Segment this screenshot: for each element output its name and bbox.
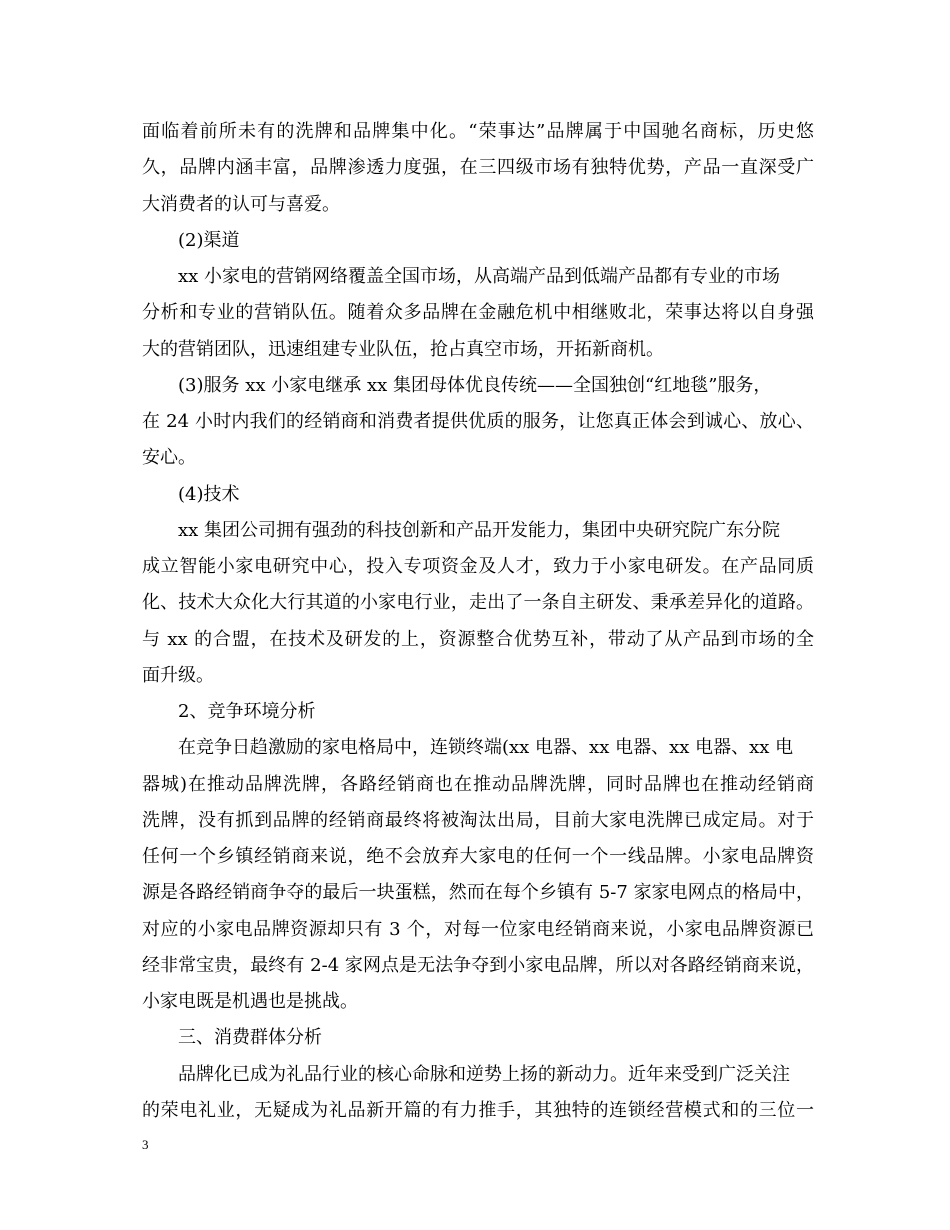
text-line: 器城)在推动品牌洗牌，各路经销商也在推动品牌洗牌，同时品牌也在推动经销商 (142, 773, 814, 795)
text-line: 成立智能小家电研究中心，投入专项资金及人才，致力于小家电研发。在产品同质 (142, 556, 814, 577)
page-number: 3 (142, 1137, 149, 1152)
text-line: 大的营销团队，迅速组建专业队伍，抢占真空市场，开拓新商机。 (142, 338, 664, 360)
text-line: 的荣电礼业，无疑成为礼品新开篇的有力推手，其独特的连锁经营模式和的三位一 (142, 1099, 814, 1121)
text-line: 在 24 小时内我们的经销商和消费者提供优质的服务，让您真正体会到诚心、放心、 (142, 411, 814, 432)
text-line: 源是各路经销商争夺的最后一块蛋糕，然而在每个乡镇有 5-7 家家电网点的格局中， (142, 882, 814, 904)
text-line: 大消费者的认可与喜爱。 (142, 193, 340, 215)
text-line: 小家电既是机遇也是挑战。 (142, 991, 358, 1012)
text-line: 面临着前所未有的洗牌和品牌集中化。“荣事达”品牌属于中国驰名商标，历史悠 (142, 121, 814, 142)
text-line: 在竞争日趋激励的家电格局中，连锁终端(xx 电器、xx 电器、xx 电器、xx 电 (178, 737, 794, 759)
text-line: 化、技术大众化大行其道的小家电行业，走出了一条自主研发、秉承差异化的道路。 (142, 592, 814, 614)
section-heading: (2)渠道 (178, 229, 240, 251)
text-line: 对应的小家电品牌资源却只有 3 个，对每一位家电经销商来说，小家电品牌资源已 (142, 918, 814, 940)
text-line: 分析和专业的营销队伍。随着众多品牌在金融危机中相继败北，荣事达将以自身强 (142, 302, 814, 324)
text-line: 面升级。 (142, 664, 214, 686)
text-line: 洗牌，没有抓到品牌的经销商最终将被淘汰出局，目前大家电洗牌已成定局。对于 (142, 809, 814, 831)
section-heading: 三、消费群体分析 (178, 1027, 322, 1049)
text-line: 久，品牌内涵丰富，品牌渗透力度强，在三四级市场有独特优势，产品一直深受广 (142, 157, 814, 179)
section-heading: (4)技术 (178, 483, 240, 505)
text-line: 安心。 (142, 447, 196, 469)
section-heading: 2、竞争环境分析 (178, 701, 316, 722)
text-line: 与 xx 的合盟，在技术及研发的上，资源整合优势互补，带动了从产品到市场的全 (142, 628, 814, 650)
body-text (142, 114, 814, 1129)
text-line: 经非常宝贵，最终有 2-4 家网点是无法争夺到小家电品牌，所以对各路经销商来说， (142, 954, 814, 976)
text-line: (3)服务 xx 小家电继承 xx 集团母体优良传统——全国独创“红地毯”服务， (178, 374, 772, 396)
text-line: 任何一个乡镇经销商来说，绝不会放弃大家电的任何一个一线品牌。小家电品牌资 (142, 846, 814, 867)
text-line: xx 小家电的营销网络覆盖全国市场，从高端产品到低端产品都有专业的市场 (178, 266, 781, 287)
text-line: 品牌化已成为礼品行业的核心命脉和逆势上扬的新动力。近年来受到广泛关注 (178, 1063, 790, 1085)
text-line: xx 集团公司拥有强劲的科技创新和产品开发能力，集团中央研究院广东分院 (178, 519, 781, 541)
